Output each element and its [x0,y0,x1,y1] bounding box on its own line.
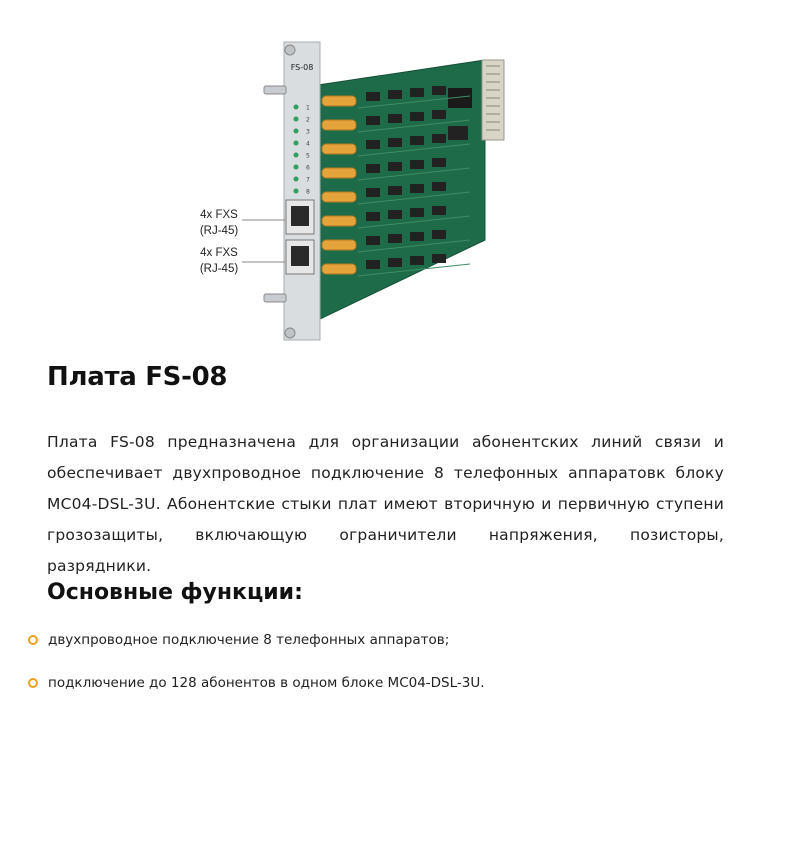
ic-component [388,114,402,123]
features-list [28,628,485,714]
callout-1-line1: 4x FXS [200,209,238,221]
ic-component [432,134,446,143]
ic-component [432,110,446,119]
capacitor [322,168,356,178]
led-indicator [294,189,299,194]
ic-component [388,90,402,99]
page-title: Плата FS-08 [47,362,228,392]
ic-component [410,160,424,169]
ic-component [388,234,402,243]
led-number: 8 [306,188,310,196]
callout-2-line2: (RJ-45) [199,263,239,275]
callout-2-line1: 4x FXS [200,247,238,259]
fs08-board-illustration [190,30,520,350]
ic-component [366,116,380,125]
ic-component [388,138,402,147]
led-number: 1 [306,104,310,112]
capacitor [322,120,356,130]
ic-component [432,158,446,167]
feature-text: двухпроводное подключение 8 телефонных аппаратов; [48,631,450,648]
led-indicator [294,129,299,134]
ic-component [388,186,402,195]
led-indicator [294,141,299,146]
callout-fxs-1 [189,207,249,239]
ic-component [410,208,424,217]
panel-screw-bottom [285,328,295,338]
capacitor [322,192,356,202]
ic-component [388,162,402,171]
ic-component [410,232,424,241]
ic-component [432,206,446,215]
capacitor [322,264,356,274]
led-indicator [294,105,299,110]
list-item [28,628,485,651]
led-number: 2 [306,116,310,124]
edge-connector [482,60,504,140]
callout-fxs-2 [189,245,249,277]
ic-component [410,136,424,145]
ic-component [366,140,380,149]
panel-screw-top [285,45,295,55]
callout-1-line2: (RJ-45) [199,225,239,237]
capacitor [322,144,356,154]
thumbscrew-top [264,86,286,94]
ic-component [410,184,424,193]
capacitor [322,240,356,250]
led-indicator [294,177,299,182]
bullet-icon [28,678,38,688]
ic-component [366,188,380,197]
ic-component [366,236,380,245]
description: Плата FS-08 предназначена для организации абонентских линий связи и обеспечивает двухпроводное подключение 8 телефонных аппаратовк блоку MC04-DSL-3U. Абонентские стыки плат имеют вторичную и первичную ступени грозозащиты, включающую ограничители напряжения, позисторы, разрядники. [47,433,724,575]
ic-component [366,212,380,221]
features-title: Основные функции: [47,580,303,605]
ic-component [388,210,402,219]
thumbscrew-bottom [264,294,286,302]
ic-component [366,164,380,173]
led-indicator [294,153,299,158]
ic-component [410,112,424,121]
led-indicator [294,165,299,170]
ic-component [366,260,380,269]
ic-component [388,258,402,267]
product-image [190,30,520,350]
led-number: 6 [306,164,310,172]
ic-component [432,230,446,239]
led-number: 5 [306,152,310,160]
ic-component [410,88,424,97]
ic-component [432,86,446,95]
led-number: 7 [306,176,310,184]
ic-component [432,254,446,263]
ic-component [432,182,446,191]
feature-text: подключение до 128 абонентов в одном блоке MC04-DSL-3U. [48,674,485,691]
list-item [28,671,485,694]
capacitor [322,216,356,226]
ic-component [366,92,380,101]
led-number: 3 [306,128,310,136]
led-indicator [294,117,299,122]
panel-label: FS-08 [290,63,314,72]
bullet-icon [28,635,38,645]
front-panel [284,42,320,340]
ic-component [410,256,424,265]
led-number: 4 [306,140,310,148]
capacitor [322,96,356,106]
